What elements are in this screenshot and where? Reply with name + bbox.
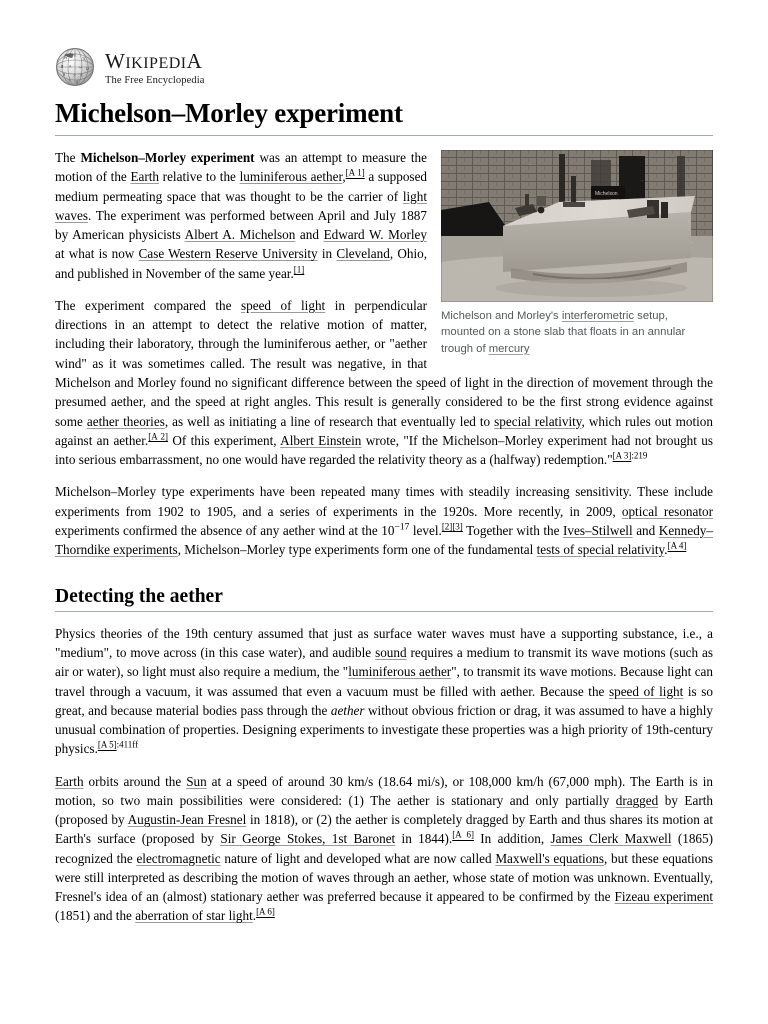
p3-t3: level. (409, 522, 442, 538)
s1p1-t4: is so great, and because material bodies pass through the (55, 683, 713, 718)
wordmark-a: A (186, 49, 203, 74)
section-paragraph-2 (55, 772, 713, 926)
exponent-negative-17: −17 (394, 522, 410, 533)
link-aether-drag[interactable]: dragged (615, 792, 659, 808)
s1p2-t3: by Earth (proposed by (55, 792, 713, 828)
s1p2-t4: in 1818), or (2) the aether is completely dragged by Earth and thus shares its motion at Earth's surface (proposed by (55, 812, 713, 847)
link-mercury[interactable]: mercury (488, 342, 530, 355)
caption-text-1: Michelson and Morley's (441, 310, 562, 323)
ref-a1-label[interactable]: [A 1] (345, 167, 365, 178)
link-kennedy-thorndike[interactable]: Kennedy–Thorndike experiments (55, 522, 713, 558)
p1-bold-term: Michelson–Morley experiment (80, 150, 255, 166)
p1-t8: at what is now (55, 246, 139, 262)
link-luminiferous-aether[interactable]: luminiferous aether (239, 169, 343, 185)
ref-a2[interactable] (148, 431, 168, 441)
ref-a3-page: :219 (631, 450, 648, 461)
svg-text:ह: ह (76, 79, 79, 85)
ref-a3[interactable] (613, 451, 632, 461)
link-luminiferous-aether-2[interactable]: luminiferous aether (348, 664, 452, 680)
link-ives-stilwell[interactable]: Ives–Stilwell (563, 522, 633, 538)
p3-t7: . (664, 542, 668, 558)
link-light-waves[interactable]: light waves (55, 188, 427, 223)
ref-3[interactable] (452, 521, 463, 531)
ref-a6-second[interactable] (256, 907, 275, 917)
s1p2-t1: orbits around the (83, 773, 187, 789)
s1p2-t7: (1865) recognized the (55, 831, 713, 866)
p1-t1: The (55, 150, 81, 166)
wikipedia-globe-icon (55, 46, 95, 90)
figure-caption (441, 302, 713, 357)
s1p2-t10: (1851) and the (55, 908, 136, 924)
section-heading-detecting-the-aether: Detecting the aether (55, 586, 223, 608)
link-albert-michelson[interactable]: Albert A. Michelson (184, 227, 296, 243)
link-george-stokes[interactable]: Sir George Stokes, 1st Baronet (220, 831, 396, 847)
svg-text:д: д (69, 63, 72, 68)
svg-text:E: E (74, 52, 77, 58)
s1p2-t2: at a speed of around 30 km/s (18.64 mi/s), or 108,000 km/h (67,000 mph). The Earth is in motion, so two main possibilities were considered: (1) The aether is stationary and only partially (55, 773, 713, 808)
p2-t3: , as well as initiating a line of research that eventually led to (164, 413, 495, 429)
svg-text:Я: Я (60, 64, 64, 69)
link-sound[interactable]: sound (375, 645, 407, 661)
p1-t2: was an attempt to measure the motion of the (55, 150, 427, 185)
p3-t5: and (632, 522, 659, 538)
link-aether-theories[interactable]: aether theories (86, 413, 165, 429)
section-divider (55, 611, 713, 612)
p1-t3: relative to the (159, 169, 240, 185)
wikipedia-branding (55, 44, 713, 92)
svg-text:文: 文 (82, 56, 87, 61)
svg-text:ಕ: ಕ (63, 72, 65, 77)
p2-t6: wrote, "If the Michelson–Morley experiment had not brought us into serious embarrassment, no one would have regarded the relativity theory as a (halfway) redemption." (55, 432, 713, 468)
s1p1-t5: without obvious friction or drag, it was assumed to have a highly unusual combination of properties. Designing experiments to investigate these properties was a high priority of 19th-century physics. (55, 702, 713, 757)
link-speed-of-light-2[interactable]: speed of light (608, 683, 684, 699)
s1p1-t2: requires a medium to transmit its wave motions (such as air or water), so light must also require a medium, the " (55, 645, 713, 680)
link-speed-of-light[interactable]: speed of light (240, 297, 326, 313)
article-figure (441, 150, 713, 357)
ref-3-label[interactable]: [3] (452, 521, 463, 532)
link-aberration-of-light[interactable]: aberration of star light (135, 908, 253, 924)
link-fizeau-experiment[interactable]: Fizeau experiment (614, 889, 713, 905)
page-title: Michelson–Morley experiment (55, 98, 403, 128)
link-maxwells-equations[interactable]: Maxwell's equations (495, 850, 604, 866)
p1-t7: and (295, 227, 324, 243)
s1p2-t5: in 1844). (395, 831, 453, 847)
s1p2-t11: . (252, 908, 257, 924)
link-special-relativity[interactable]: special relativity (494, 413, 582, 429)
ref-a6-first[interactable] (452, 830, 474, 840)
p2-t5: Of this experiment, (168, 432, 281, 448)
p1-t10: , Ohio, and published in November of the same year. (55, 246, 428, 281)
link-albert-einstein[interactable]: Albert Einstein (280, 432, 362, 448)
p1-t9: in (317, 246, 337, 262)
s1p1-t1: Physics theories of the 19th century assumed that just as surface water waves must have a supporting substance, i.e., a "medium", to move across (in this case water), and audible (55, 625, 713, 661)
wikipedia-tagline: The Free Encyclopedia (105, 75, 205, 87)
link-optical-resonator[interactable]: optical resonator (621, 503, 714, 519)
link-edward-morley[interactable]: Edward W. Morley (323, 227, 427, 243)
ref-a5-page: :411ff (116, 739, 139, 750)
interferometer-stone-slab-photo (441, 150, 713, 302)
lead-paragraph-3 (55, 482, 713, 559)
ref-a6-second-label[interactable]: [A 6] (256, 907, 275, 918)
ref-a5-label[interactable]: [A 5] (97, 739, 117, 750)
s1p2-t6: In addition, (473, 831, 551, 847)
ref-a5[interactable] (98, 740, 117, 750)
ref-1[interactable] (294, 264, 305, 274)
link-earth-2[interactable]: Earth (55, 773, 84, 789)
ref-a6-first-label[interactable]: [A 6] (452, 830, 474, 841)
svg-text:ن: ن (79, 63, 83, 69)
ref-a2-label[interactable]: [A 2] (148, 431, 169, 442)
wordmark-ikipedi: IKIPEDI (125, 55, 187, 73)
link-tests-of-special-relativity[interactable]: tests of special relativity (536, 542, 665, 558)
link-interferometric[interactable]: interferometric (561, 310, 635, 323)
svg-text:Michelson: Michelson (595, 191, 618, 198)
svg-text:ᚠ: ᚠ (68, 79, 71, 84)
s1p2-t9: , but these equations were still interpreted as describing the motion of waves through an aether, whose state of motion was unknown. Eventually, Fresnel's idea of an (almost) stationary aether was preferred because it appeared to be confirmed by the (55, 850, 713, 905)
wordmark-w: W (105, 49, 126, 74)
link-case-western-reserve[interactable]: Case Western Reserve University (138, 246, 318, 262)
p3-t4: Together with the (462, 522, 564, 538)
title-divider (55, 135, 713, 136)
ref-a4[interactable] (668, 541, 687, 551)
ref-2-label[interactable]: [2] (441, 521, 453, 532)
link-augustin-jean-fresnel[interactable]: Augustin-Jean Fresnel (127, 812, 247, 828)
svg-text:ア: ア (72, 73, 77, 78)
p1-t4: , (342, 169, 346, 185)
ref-a1[interactable] (346, 168, 365, 178)
ref-a3-label[interactable]: [A 3] (612, 450, 632, 461)
p3-t6: , Michelson–Morley type experiments form one of the fundamental (177, 542, 537, 558)
wikipedia-wordmark (105, 51, 204, 72)
s1p2-t8: nature of light and developed what are now called (220, 850, 496, 866)
italic-aether: aether (330, 702, 365, 718)
link-earth[interactable]: Earth (130, 169, 160, 185)
wikipedia-wordmark-block (105, 49, 204, 87)
ref-1-label[interactable]: [1] (293, 264, 305, 275)
ref-2[interactable] (442, 521, 453, 531)
ref-a4-label[interactable]: [A 4] (667, 540, 687, 551)
p2-t4: , which rules out motion against an aether. (55, 413, 713, 448)
p3-t2: experiments confirmed the absence of any aether wind at the 10 (55, 522, 395, 538)
p2-t2: in perpendicular directions in an attempt to detect the relative motion of matter, including their laboratory, through the luminiferous aether, or "aether wind" as it was sometimes called. The result was negative, in that Michelson and Morley found no significant difference between the speed of light in the direction of movement through the presumed aether, and the speed at right angles. This result is generally considered to be the first strong evidence against some (55, 297, 713, 429)
link-cleveland[interactable]: Cleveland (336, 246, 390, 262)
s1p1-t3: ", to transmit its wave motions. Because light can travel through a vacuum, it was assumed that even a vacuum must be filled with aether. Because the (55, 664, 713, 699)
link-sun[interactable]: Sun (186, 773, 207, 789)
p1-t5: a supposed medium permeating space that was thought to be the carrier of (55, 169, 428, 204)
link-electromagnetic[interactable]: electromagnetic (136, 850, 221, 866)
svg-text:W: W (63, 55, 68, 60)
caption-text-2: setup, mounted on a stone slab that floats in an annular trough of (441, 310, 686, 355)
svg-text:Ω: Ω (86, 66, 90, 71)
p2-t1: The experiment compared the (55, 297, 241, 313)
link-james-clerk-maxwell[interactable]: James Clerk Maxwell (550, 831, 672, 847)
section-paragraph-1 (55, 624, 713, 759)
p3-t1: Michelson–Morley type experiments have been repeated many times with steadily increasing sensitivity. These include experiments from 1902 to 1905, and a series of experiments in the 1920s. More recently, in 2009, (55, 484, 713, 519)
svg-text:א: א (80, 72, 83, 78)
p1-t6: . The experiment was performed between April and July 1887 by American physicists (55, 207, 427, 243)
